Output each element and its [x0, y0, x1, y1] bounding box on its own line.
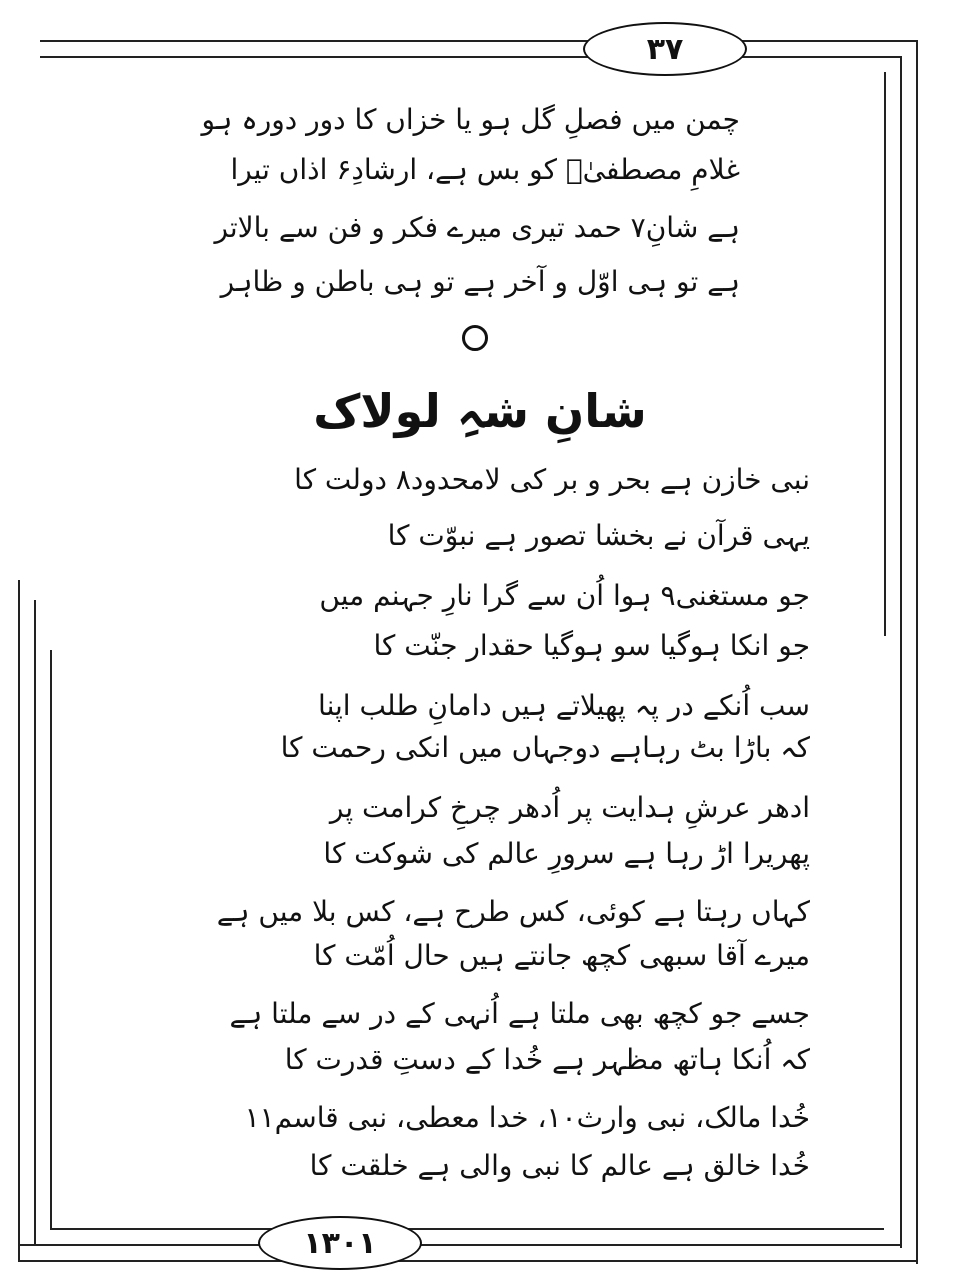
verse-line: یہی قرآن نے بخشا تصور ہے نبوّت کا: [387, 519, 810, 552]
verse-line: کہ اُنکا ہاتھ مظہر ہے خُدا کے دستِ قدرت کا: [284, 1043, 810, 1076]
verse-line: جو مستغنی۹ ہوا اُن سے گرا نارِ جہنم میں: [319, 579, 810, 612]
verse-line: جو انکا ہوگیا سو ہوگیا حقدار جنّت کا: [373, 629, 810, 662]
poem-line: ہے شانِ۷ حمد تیری میرے فکر و فن سے بالاتر: [214, 211, 740, 244]
poem-line: چمن میں فصلِ گل ہو یا خزاں کا دور دورہ ہو: [201, 103, 740, 136]
verse-line: جسے جو کچھ بھی ملتا ہے اُنہی کے در سے ملتا ہے: [229, 997, 810, 1030]
frame-bottom-outer: [18, 1260, 916, 1262]
header-page-number: ۳۷: [583, 22, 747, 76]
verse-line: پھریرا اڑ رہا ہے سرورِ عالم کی شوکت کا: [323, 837, 810, 870]
frame-bottom: [18, 1244, 900, 1246]
verse-line: ادھر عرشِ ہدایت پر اُدھر چرخِ کرامت پر: [329, 791, 810, 824]
ornament-circle-icon: [462, 325, 488, 351]
frame-left-innermost: [50, 650, 52, 1230]
poem-line: غلامِ مصطفیٰؐ کو بس ہے، ارشادِ۶ اذاں تیرا: [230, 153, 740, 186]
verse-line: میرے آقا سبھی کچھ جانتے ہیں حال اُمّت کا: [313, 939, 810, 972]
footer-page-number: ۱۳۰۱: [258, 1216, 422, 1270]
poem-line: ہے تو ہی اوّل و آخر ہے تو ہی باطن و ظاہر: [220, 265, 740, 298]
section-title: شانِ شہِ لولاک: [313, 384, 647, 438]
verse-line: کہاں رہتا ہے کوئی، کس طرح ہے، کس بلا میں ہے: [216, 895, 810, 928]
frame-left: [18, 580, 20, 1260]
frame-left-inner: [34, 600, 36, 1246]
verse-line: خُدا مالک، نبی وارث۱۰، خدا معطی، نبی قاسم۱۱: [244, 1101, 810, 1134]
verse-line: سب اُنکے در پہ پھیلاتے ہیں دامانِ طلب اپنا: [318, 689, 810, 722]
verse-line: کہ باڑا بٹ رہاہے دوجہاں میں انکی رحمت کا: [280, 731, 810, 764]
frame-bottom-inner: [50, 1228, 884, 1230]
verse-line: خُدا خالق ہے عالم کا نبی والی ہے خلقت کا: [309, 1149, 810, 1182]
verse-line: نبی خازن ہے بحر و بر کی لامحدود۸ دولت کا: [294, 463, 810, 496]
